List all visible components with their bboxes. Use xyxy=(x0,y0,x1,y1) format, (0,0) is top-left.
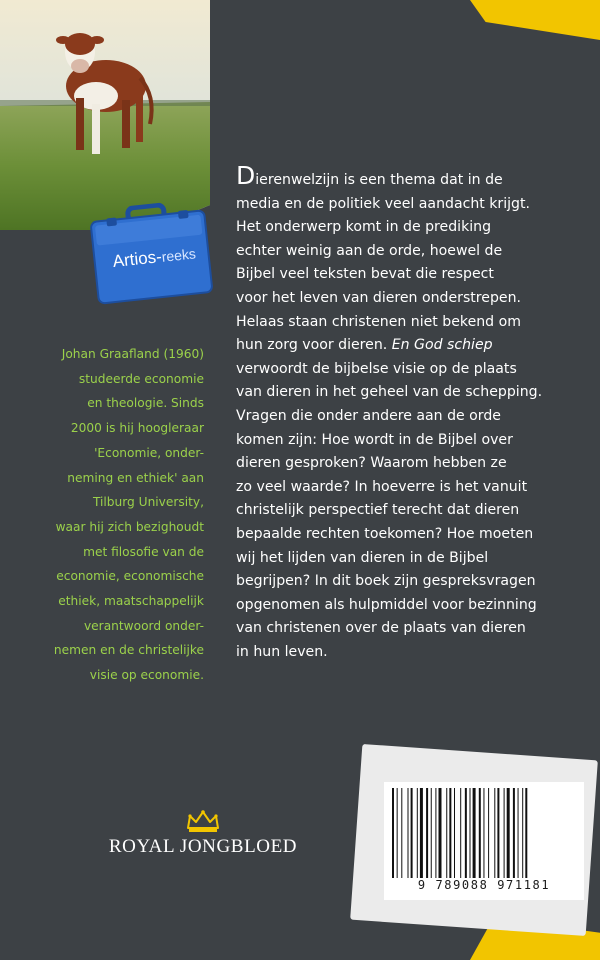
blurb-line: zo veel waarde? In hoeverre is het vanuit xyxy=(236,478,528,495)
barcode-bar xyxy=(507,788,510,878)
bio-line: neming en ethiek' aan xyxy=(67,470,204,485)
bio-line: waar hij zich bezighoudt xyxy=(55,519,204,534)
bio-line: met filosofie van de xyxy=(83,544,204,559)
barcode-bar xyxy=(408,788,409,878)
barcode-bars xyxy=(392,788,576,878)
blurb-line: van dieren in het geheel van de schepping. xyxy=(236,384,543,401)
bio-line: studeerde economie xyxy=(78,371,204,386)
barcode-bar xyxy=(417,788,418,878)
barcode-bar xyxy=(504,788,505,878)
blurb-line: van christenen over de plaats van dieren xyxy=(236,620,526,637)
barcode-bar xyxy=(513,788,515,878)
blurb-line-text: ierenwelzijn is een thema dat in de xyxy=(255,172,503,188)
bio-line: nemen en de christelijke xyxy=(53,643,204,658)
blurb-line: begrijpen? In dit boek zijn gespreksvragen xyxy=(236,573,536,590)
barcode-bar xyxy=(454,788,455,878)
barcode-bar xyxy=(397,788,398,878)
barcode-bar xyxy=(439,788,442,878)
book-title-italic: En God schiep xyxy=(391,337,493,354)
publisher-logo xyxy=(100,808,306,858)
barcode-bar xyxy=(426,788,428,878)
bio-line: verantwoord onder- xyxy=(83,618,204,633)
blurb-line: Bijbel veel teksten bevat die respect xyxy=(236,266,494,283)
cow-photo xyxy=(0,0,210,230)
series-logo-suffix: reeks xyxy=(160,245,197,265)
blurb-line: media en de politiek veel aandacht krijgt. xyxy=(236,195,531,212)
barcode-bar xyxy=(525,788,527,878)
series-logo-name: Artios- xyxy=(111,246,163,271)
bio-line: 2000 is hij hoogleraar xyxy=(70,421,204,436)
bio-line: visie op economie. xyxy=(89,668,204,683)
bio-line: economie, economische xyxy=(56,569,204,584)
barcode-bar xyxy=(522,788,523,878)
barcode-bar xyxy=(431,788,432,878)
barcode-bar xyxy=(465,788,467,878)
blurb-line-text: hun zorg voor dieren. xyxy=(236,337,392,354)
blurb-line: bepaalde rechten toekomen? Hoe moeten xyxy=(236,525,534,542)
bio-line: 'Economie, onder- xyxy=(94,445,204,460)
bio-line: Tilburg University, xyxy=(92,495,204,510)
blurb-line: in hun leven. xyxy=(236,643,328,660)
yellow-corner-strip-top xyxy=(470,0,600,40)
blurb-line: echter weinig aan de orde, hoewel de xyxy=(236,242,503,259)
barcode-bar xyxy=(401,788,402,878)
blurb-line: Vragen die onder andere aan de orde xyxy=(236,407,501,424)
isbn-number: 9 789088 971181 xyxy=(417,878,551,892)
blurb-line: Het onderwerp komt in de prediking xyxy=(236,219,492,236)
blurb-line: komen zijn: Hoe wordt in de Bijbel over xyxy=(236,431,513,448)
barcode-bar xyxy=(494,788,495,878)
barcode-bar xyxy=(479,788,481,878)
blurb-line: christelijk perspectief terecht dat dieren xyxy=(236,502,520,519)
barcode-bar xyxy=(435,788,436,878)
blurb-line: opgenomen als hulpmiddel voor bezinning xyxy=(236,596,537,613)
blurb-line: Helaas staan christenen niet bekend om xyxy=(236,313,521,330)
author-bio xyxy=(18,342,204,688)
barcode-bar xyxy=(392,788,394,878)
blurb-line-1 xyxy=(236,161,586,193)
book-blurb xyxy=(236,161,586,664)
barcode-bar xyxy=(473,788,476,878)
barcode-bar xyxy=(460,788,461,878)
blurb-line: dieren gesproken? Waarom hebben ze xyxy=(236,455,507,472)
blurb-line: verwoordt de bijbelse visie op de plaats xyxy=(236,360,517,377)
crown-icon xyxy=(185,808,221,834)
barcode-bar xyxy=(497,788,499,878)
barcode xyxy=(384,782,584,900)
bio-line: Johan Graafland (1960) xyxy=(61,347,204,361)
bio-line: ethiek, maatschappelijk xyxy=(58,594,204,609)
drop-cap: D xyxy=(236,161,256,190)
blurb-line: voor het leven van dieren onderstrepen. xyxy=(236,289,521,306)
barcode-bar xyxy=(488,788,489,878)
barcode-bar xyxy=(420,788,423,878)
barcode-bar xyxy=(446,788,447,878)
blurb-title-line xyxy=(236,334,586,358)
barcode-bar xyxy=(470,788,471,878)
barcode-bar xyxy=(449,788,451,878)
artios-series-logo xyxy=(87,198,214,306)
publisher-name: ROYAL JONGBLOED xyxy=(108,836,298,857)
barcode-bar xyxy=(483,788,484,878)
bio-line: en theologie. Sinds xyxy=(87,396,204,411)
barcode-bar xyxy=(411,788,413,878)
blurb-line: wij het lijden van dieren in de Bijbel xyxy=(236,549,489,566)
barcode-bar xyxy=(518,788,519,878)
